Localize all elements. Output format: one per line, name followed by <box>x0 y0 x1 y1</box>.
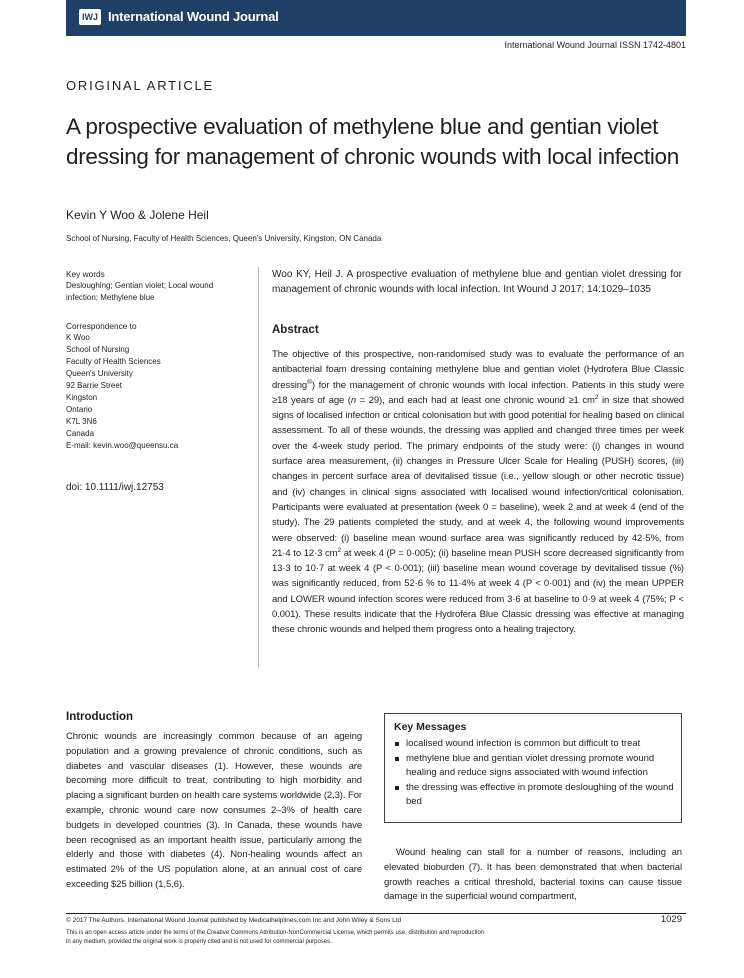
introduction-heading: Introduction <box>66 711 134 723</box>
copyright-notice: © 2017 The Authors. International Wound Journal published by Medicalhelplines.com Inc and John Wiley & Sons Ltd <box>66 917 402 924</box>
footer-divider <box>66 913 686 914</box>
journal-name: International Wound Journal <box>108 9 279 24</box>
key-message-item: methylene blue and gentian violet dressing promote wound healing and reduce signs associated with wound infection <box>394 752 678 781</box>
address-line: Queen's University <box>66 369 133 378</box>
correspondence-section <box>66 320 251 452</box>
email-link[interactable]: E-mail: kevin.woo@queensu.ca <box>66 441 179 450</box>
license-line: This is an open access article under the terms of the Creative Commons Attribution-NonCommercial License, which permits use, distribution and reproduction <box>66 930 485 936</box>
article-type: ORIGINAL ARTICLE <box>66 78 215 93</box>
key-messages-list <box>394 737 678 810</box>
body-text-column-2: Wound healing can stall for a number of reasons, including an elevated bioburden (7). It has been demonstrated that when bacterial growth reaches a critical threshold, bacterial toxins can cause tissue damage in the superficial wound compartment, <box>384 847 682 903</box>
address-line: Canada <box>66 429 95 438</box>
keywords-line: infection; Methylene blue <box>66 293 155 302</box>
doi-link[interactable]: doi: 10.1111/iwj.12753 <box>66 482 164 493</box>
key-messages-heading: Key Messages <box>394 721 467 733</box>
license-line: in any medium, provided the original work is properly cited and is not used for commercial purposes. <box>66 938 332 945</box>
address-line: Ontario <box>66 405 93 414</box>
issn-line: International Wound Journal ISSN 1742-4801 <box>504 40 686 50</box>
correspondence-label: Correspondence to <box>66 321 137 331</box>
introduction-text: Chronic wounds are increasingly common because of an ageing population and a growing prevalence of chronic conditions, such as diabetes and vascular diseases (1). However, these wounds are becoming more difficult to treat, contributing to high morbidity and placing a significant burden on health care systems worldwide (2,3). For example, chronic wound care now consumes 2–3% of health care budgets in developed countries (3). In Canada, these wounds have been recognised as an important health issue, particularly among the elderly and those with diabetes (4). Non-healing wounds affect an estimated 2% of the US population alone, at an annual cost of care exceeding $25 billion (1,5,6). <box>66 731 362 890</box>
article-title: A prospective evaluation of methylene blue and gentian violet dressing for management of chronic wounds with local infection <box>66 114 679 169</box>
address-line: School of Nursing <box>66 345 130 354</box>
author-affiliation: School of Nursing, Faculty of Health Sciences, Queen's University, Kingston, ON Canada <box>66 234 382 243</box>
citation-text: Woo KY, Heil J. A prospective evaluation of methylene blue and gentian violet dressing for management of chronic wounds with local infection. Int Wound J 2017; 14:1029–1035 <box>272 269 682 295</box>
abstract-heading: Abstract <box>272 324 319 336</box>
address-line: Kingston <box>66 393 98 402</box>
key-message-item: the dressing was effective in promote desloughing of the wound bed <box>394 781 678 810</box>
key-message-item: localised wound infection is common but difficult to treat <box>394 737 678 752</box>
keywords-section <box>66 268 251 304</box>
address-line: K7L 3N6 <box>66 417 97 426</box>
address-line: K Woo <box>66 333 90 342</box>
address-line: 92 Barrie Street <box>66 381 123 390</box>
page-number: 1029 <box>660 914 682 925</box>
keywords-label: Key words <box>66 269 105 279</box>
address-line: Faculty of Health Sciences <box>66 357 161 366</box>
abstract-text: The objective of this prospective, non-randomised study was to evaluate the performance of an antibacterial foam dressing containing methylene blue and gentian violet (Hydrofera Blue Classic dressing®) for the management of chronic wounds with local infection. Patients in this study were ≥18 years of age (n = 29), and each had at least one chronic wound ≥1 $cm^2$ in size that showed signs of localised infection or critical colonisation but with good potential for healing based on clinical assessment. To all of these wounds, the dressing was applied and changed three times per week over the 4-week study period. The primary endpoints of the study were: (i) changes in wound surface area measurement, (ii) changes in Pressure Ulcer Scale for Healing (PUSH) scores, (iii) changes in percent surface area of devitalised tissue (i.e., yellow slough or other necrotic tissue) and (iv) changes in clinical signs associated with localised wound infection/critical colonisation. Participants were evaluated at presentation (week 0 = baseline), week 2 and at week 4 (end of the study). The 29 patients completed the study, and at week 4, the following wound improvements were observed: (i) baseline mean wound surface area was significantly reduced by 42·5%, from 21·4 to 12·3 $cm^2$ at week 4 (P = 0·005); (ii) baseline mean PUSH score decreased significantly from 13·3 to 10·7 at week 4 (P < 0·001); (iii) baseline mean wound coverage by devitalised tissue (%) was significantly reduced, from 52·6 % to 11·4% at week 4 (P < 0·001) and (iv) the mean UPPER and LOWER wound infection scores were reduced from 3·6 at baseline to 0·9 at week 4 (75%; P < 0.001). These results indicate that the Hydrofera Blue Classic dressing was effective at managing these chronic wounds and helped them progress onto a healing trajectory. <box>272 349 684 636</box>
article-authors: Kevin Y Woo & Jolene Heil <box>66 208 209 222</box>
license-notice <box>66 929 666 946</box>
journal-logo: IWJ <box>79 9 101 25</box>
keywords-line: Desloughing; Gentian violet; Local wound <box>66 281 214 290</box>
